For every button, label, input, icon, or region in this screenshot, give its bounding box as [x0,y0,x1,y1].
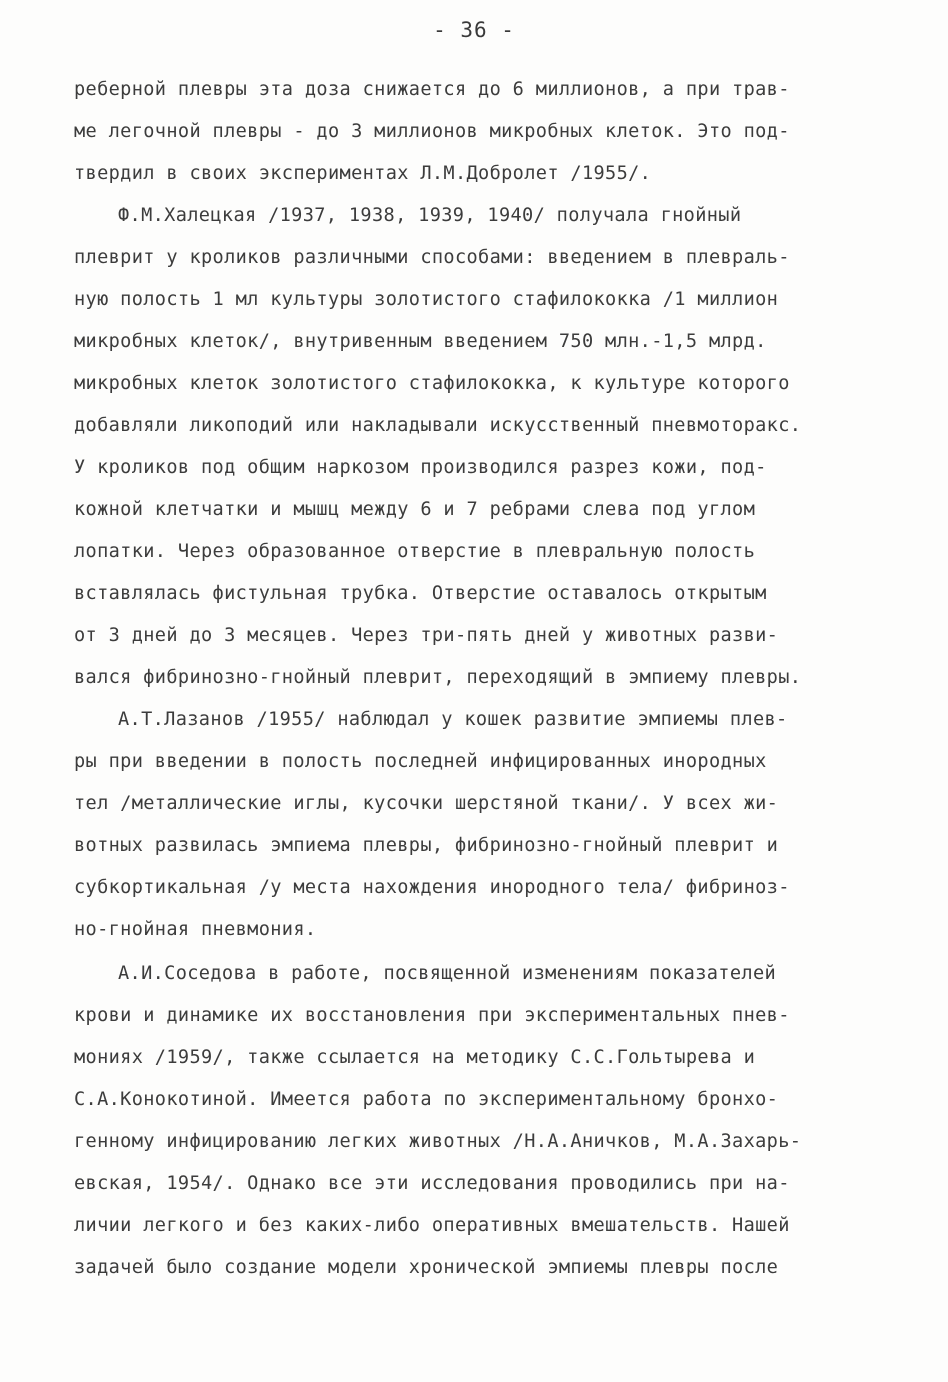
paragraph-3-line-5: субкортикальная /у места нахождения инородного тела/ фибриноз- [74,877,790,898]
paragraph-3-line-6: но-гнойная пневмония. [74,919,317,940]
paragraph-2-line-1: Ф.М.Халецкая /1937, 1938, 1939, 1940/ получала гнойный [118,205,742,226]
paragraph-2-line-12: вался фибринозно-гнойный плеврит, переходящий в эмпиему плевры. [74,667,802,688]
paragraph-4-line-5: генному инфицированию легких животных /Н.А.Аничков, М.А.Захарь- [74,1131,802,1152]
paragraph-3-line-3: тел /металлические иглы, кусочки шерстяной ткани/. У всех жи- [74,793,779,814]
paragraph-2-line-2: плеврит у кроликов различными способами: введением в плевраль- [74,247,790,268]
paragraph-2-line-3: ную полость 1 мл культуры золотистого стафилококка /1 миллион [74,289,779,310]
paragraph-2-line-4: микробных клеток/, внутривенным введением 750 млн.-1,5 млрд. [74,331,767,352]
paragraph-4-line-7: личии легкого и без каких-либо оперативных вмешательств. Нашей [74,1215,790,1236]
paragraph-2-line-6: добавляли ликоподий или накладывали искусственный пневмоторакс. [74,415,802,436]
paragraph-4-line-8: задачей было создание модели хронической эмпиемы плевры после [74,1257,779,1278]
paragraph-2-line-7: У кроликов под общим наркозом производился разрез кожи, под- [74,457,767,478]
page-number: - 36 - [433,18,515,42]
paragraph-2-line-9: лопатки. Через образованное отверстие в плевральную полость [74,541,756,562]
paragraph-4-line-1: А.И.Соседова в работе, посвященной изменениям показателей [118,963,777,984]
paragraph-1-line-2: ме легочной плевры - до 3 миллионов микробных клеток. Это под- [74,121,790,142]
paragraph-3-line-1: А.Т.Лазанов /1955/ наблюдал у кошек развитие эмпиемы плев- [118,709,788,730]
paragraph-3-line-2: ры при введении в полость последней инфицированных инородных [74,751,767,772]
paragraph-2-line-5: микробных клеток золотистого стафилококка, к культуре которого [74,373,790,394]
paragraph-2-line-8: кожной клетчатки и мышц между 6 и 7 ребрами слева под углом [74,499,756,520]
paragraph-3-line-4: вотных развилась эмпиема плевры, фибринозно-гнойный плеврит и [74,835,779,856]
paragraph-4-line-3: мониях /1959/, также ссылается на методику С.С.Гольтырева и [74,1047,756,1068]
paragraph-2-line-10: вставлялась фистульная трубка. Отверстие оставалось открытым [74,583,767,604]
paragraph-1-line-3: твердил в своих экспериментах Л.М.Добролет /1955/. [74,163,652,184]
paragraph-2-line-11: от 3 дней до 3 месяцев. Через три-пять дней у животных разви- [74,625,779,646]
paragraph-4-line-2: крови и динамике их восстановления при экспериментальных пнев- [74,1005,790,1026]
paragraph-4-line-6: евская, 1954/. Однако все эти исследования проводились при на- [74,1173,790,1194]
paragraph-4-line-4: С.А.Конокотиной. Имеется работа по экспериментальному бронхо- [74,1089,779,1110]
paragraph-1-line-1: реберной плевры эта доза снижается до 6 миллионов, а при трав- [74,79,790,100]
